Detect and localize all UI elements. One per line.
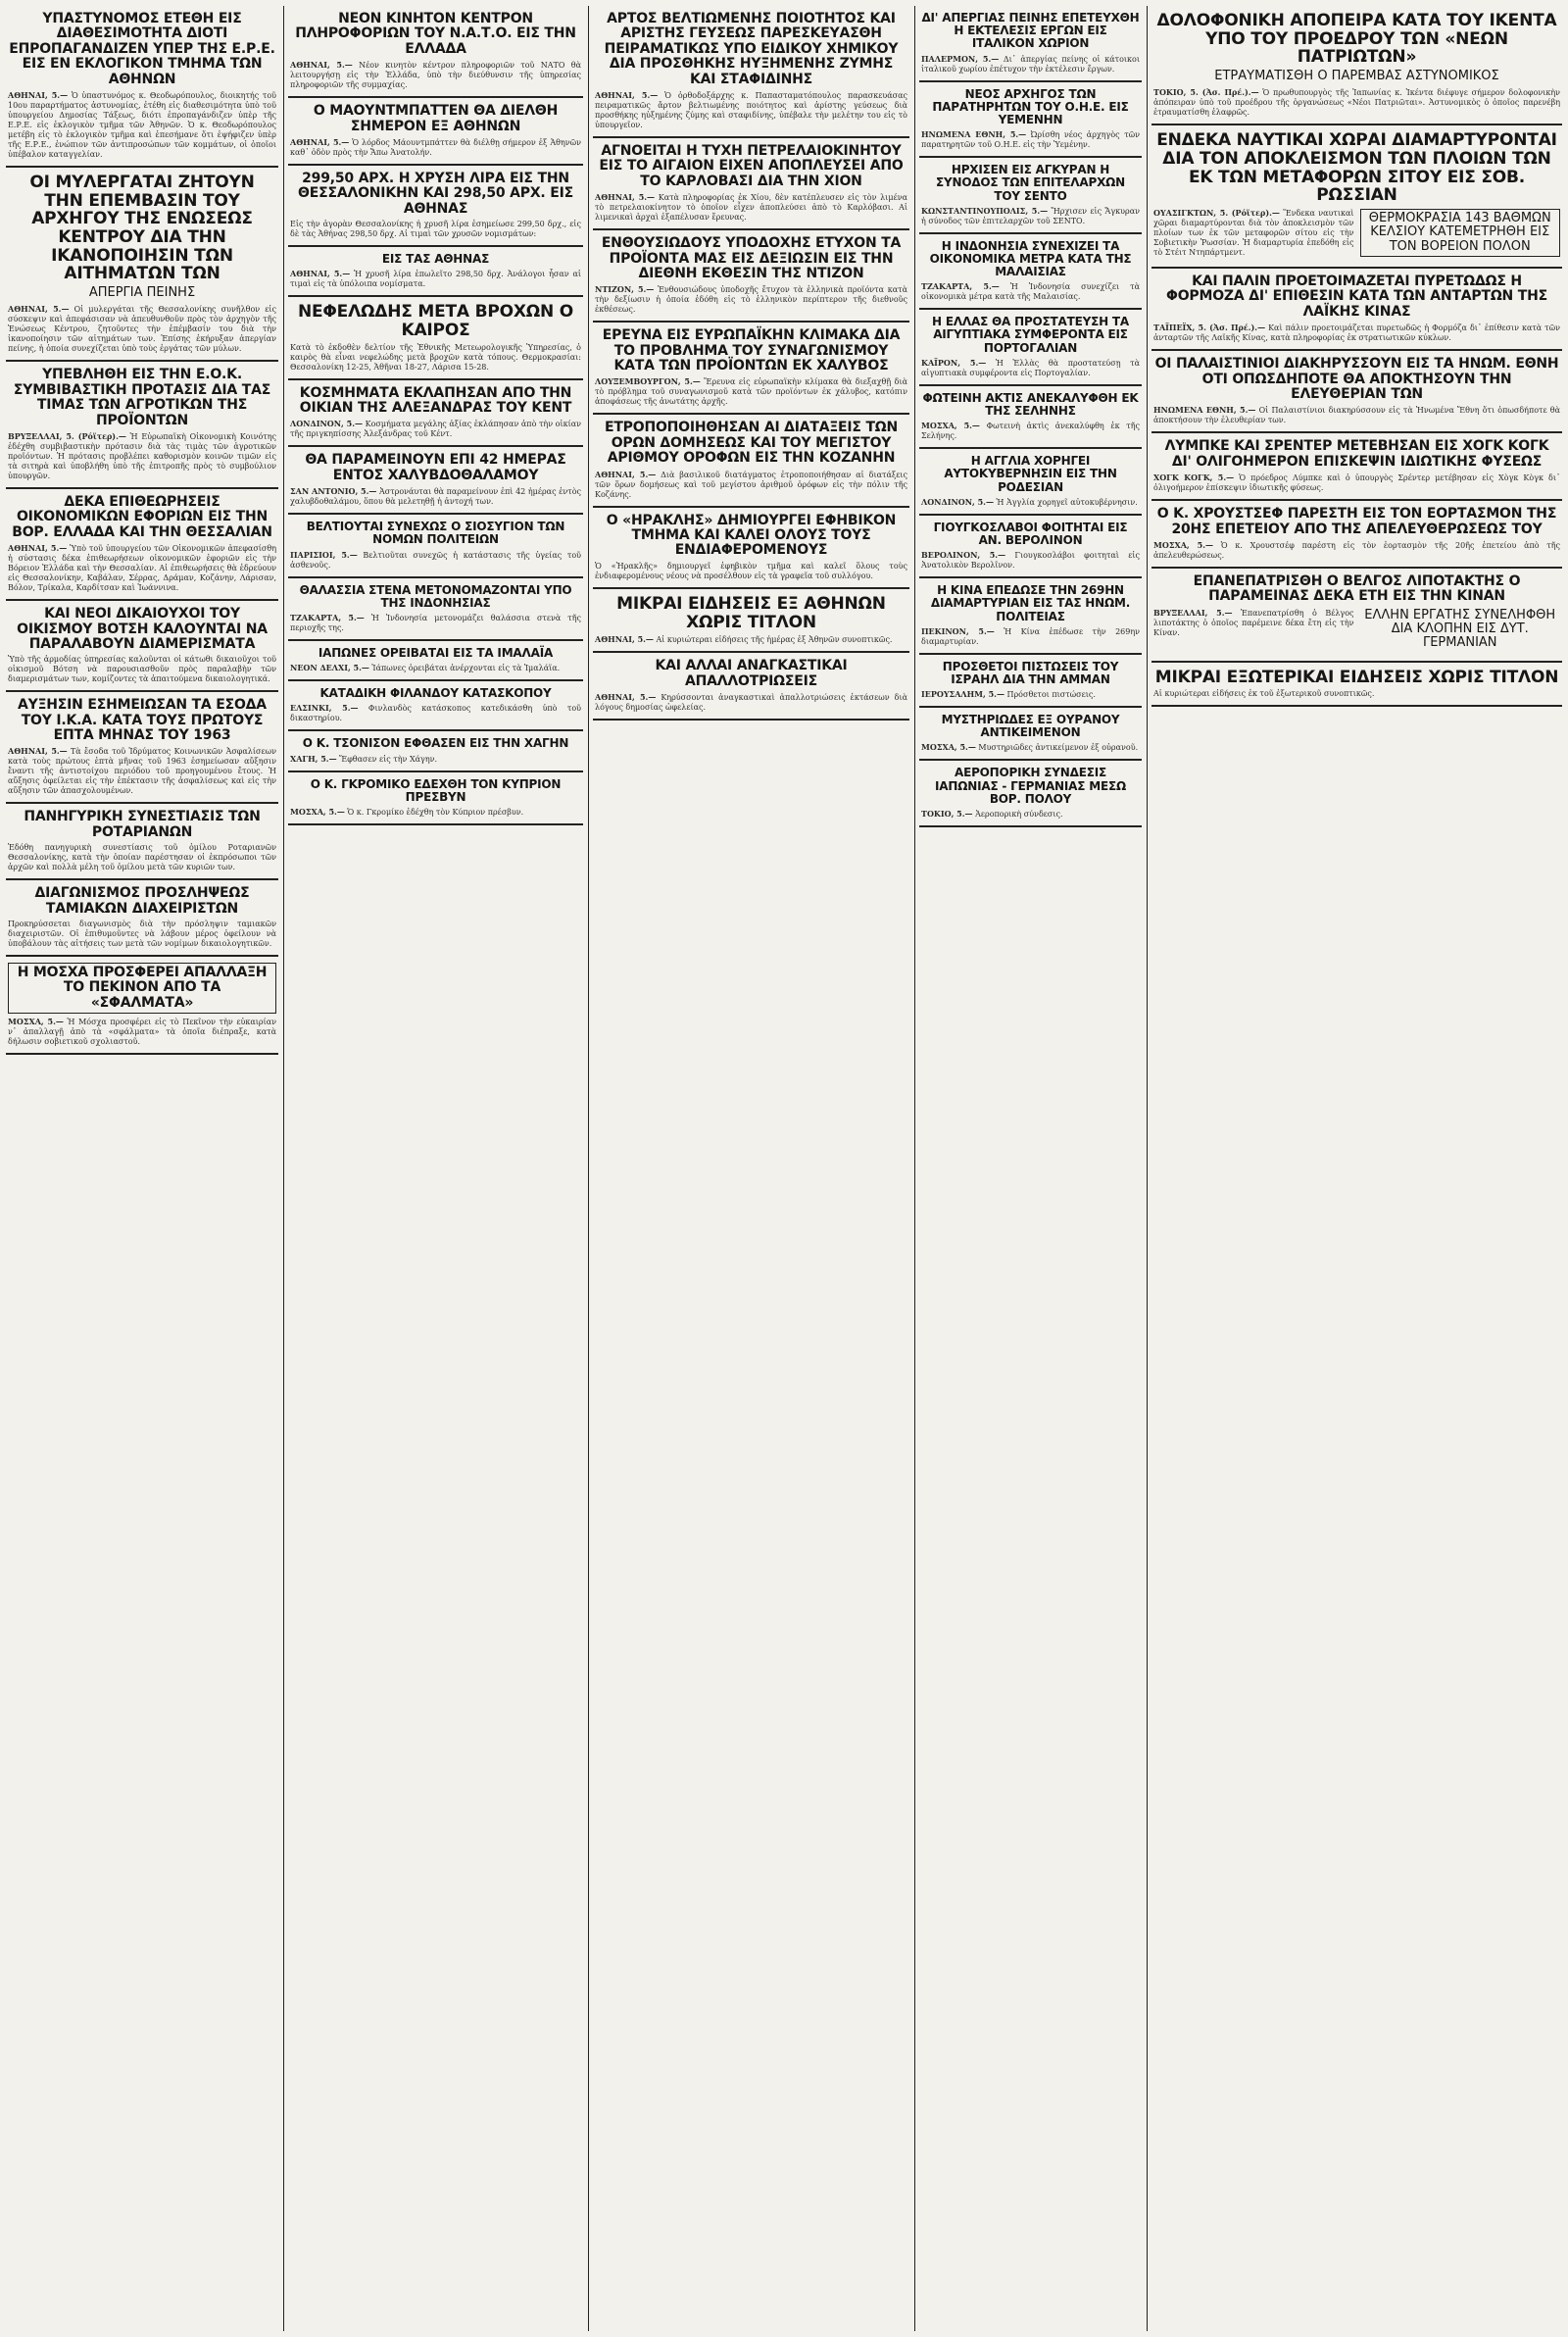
article-body — [921, 358, 1140, 378]
body-text: Εἰς τὴν ἀγορὰν Θεσσαλονίκης ἡ χρυσῆ λίρα ἐσημείωσε 299,50 δρχ., εἰς δὲ τὰς Ἀθήνας 298,50 δρχ. Αἱ τιμαὶ τῶν χρυσῶν νομισμάτων: — [290, 220, 581, 239]
headline: Ο Κ. ΓΚΡΟΜΙΚΟ ΕΔΕΧΘΗ ΤΟΝ ΚΥΠΡΙΟΝ ΠΡΕΣΒΥΝ — [310, 776, 562, 804]
article-body — [290, 137, 581, 158]
body-text: Βελτιοῦται συνεχῶς ἡ κατάστασις τῆς ὑγείας τοῦ ἀσθενοῦς. — [290, 550, 581, 570]
body-text: Φινλανδὸς κατάσκοπος κατεδικάσθη ὑπὸ τοῦ δικαστηρίου. — [290, 704, 582, 723]
article-naval-protest — [1152, 125, 1562, 269]
headline: ΜΙΚΡΑΙ ΕΙΔΗΣΕΙΣ ΕΞ ΑΘΗΝΩΝ ΧΩΡΙΣ ΤΙΤΛΟΝ — [616, 593, 886, 632]
headline: Η ΚΙΝΑ ΕΠΕΔΩΣΕ ΤΗΝ 269ΗΝ ΔΙΑΜΑΡΤΥΡΙΑΝ ΕΙΣ ΤΑΣ ΗΝΩΜ. ΠΟΛΙΤΕΙΑΣ — [930, 583, 1131, 623]
article-formosa — [1152, 269, 1562, 351]
article-nato-center — [288, 6, 583, 98]
article-body — [8, 920, 276, 949]
article-police-suspension — [6, 6, 278, 168]
article-body — [8, 543, 276, 593]
dateline: ΣΑΝ ΑΝΤΟΝΙΟ, 5.— — [290, 486, 377, 497]
article-botsi-settlement — [6, 601, 278, 692]
column-rule — [283, 6, 284, 2331]
dateline: ΑΘΗΝΑΙ, 5.— — [290, 60, 353, 71]
body-text: Ἐδόθη πανηγυρικὴ συνεστίασις τοῦ ὁμίλου Ροταριανῶν Θεσσαλονίκης, κατὰ τὴν ὁποίαν παρέστησαν οἱ ἐκπρόσωποι τῶν ἀρχῶν καὶ πολλὰ μέλη τοῦ ὁμίλου μετὰ τῶν κυριῶν των. — [8, 843, 276, 872]
headline: ΜΥΣΤΗΡΙΩΔΕΣ ΕΞ ΟΥΡΑΝΟΥ ΑΝΤΙΚΕΙΜΕΝΟΝ — [941, 713, 1120, 740]
body-text: Αἱ κυριώτεραι εἰδήσεις τῆς ἡμέρας ἐξ Ἀθηνῶν συνοπτικῶς. — [656, 635, 893, 645]
body-text: Κοσμήματα μεγάλης ἀξίας ἐκλάπησαν ἀπὸ τὴν οἰκίαν τῆς πριγκηπίσσης Ἀλεξάνδρας τοῦ Κέντ. — [290, 420, 582, 439]
headline: ΚΑΤΑΔΙΚΗ ΦΙΛΑΝΔΟΥ ΚΑΤΑΣΚΟΠΟΥ — [319, 686, 552, 701]
dateline: ΒΡΥΞΕΛΛΑΙ, 5. (Ρόϊτερ).— — [8, 430, 126, 441]
body-text: Ἔφθασεν εἰς τὴν Χάγην. — [339, 754, 438, 764]
article-body — [290, 343, 581, 373]
article-body — [290, 550, 581, 571]
headline: ΕΡΕΥΝΑ ΕΙΣ ΕΥΡΩΠΑΪΚΗΝ ΚΛΙΜΑΚΑ ΔΙΑ ΤΟ ΠΡΟΒΛΗΜΑ ΤΟΥ ΣΥΝΑΓΩΝΙΣΜΟΥ ΚΑΤΑ ΤΩΝ ΠΡΟΪΟΝΤΩΝ ΕΚ ΧΑΛΥΒΟΣ — [602, 327, 901, 374]
dateline: ΠΕΚΙΝΟΝ, 5.— — [921, 625, 995, 636]
headline: ΝΕΟΣ ΑΡΧΗΓΟΣ ΤΩΝ ΠΑΡΑΤΗΡΗΤΩΝ ΤΟΥ Ο.Η.Ε. ΕΙΣ ΥΕΜΕΝΗΝ — [932, 86, 1129, 126]
headline: ΟΙ ΜΥΛΕΡΓΑΤΑΙ ΖΗΤΟΥΝ ΤΗΝ ΕΠΕΜΒΑΣΙΝ ΤΟΥ ΑΡΧΗΓΟΥ ΤΗΣ ΕΝΩΣΕΩΣ ΚΕΝΤΡΟΥ ΔΙΑ ΤΗΝ ΙΚΑΝΟΠΟΙΗΣΙΝ ΤΩΝ ΑΙΤΗΜΑΤΩΝ ΤΩΝ — [29, 172, 255, 284]
article-body — [1153, 405, 1560, 425]
article-moon-ray — [919, 386, 1142, 449]
article-body — [595, 692, 907, 713]
body-text: Καὶ πάλιν προετοιμάζεται πυρετωδῶς ἡ Φορμόζα δι᾽ ἐπίθεσιν κατὰ τῶν ἀνταρτῶν τῆς Λαϊκῆς Κίνας, κατὰ πληροφορίας ἐκ στρατιωτικῶν κύκλων. — [1153, 323, 1560, 343]
body-text: Ἡ Ἰνδονησία μετονομάζει θαλάσσια στενὰ τῆς περιοχῆς της. — [290, 614, 582, 632]
dateline: ΑΘΗΝΑΙ, 5.— — [290, 136, 350, 147]
article-luebke-hongkong — [1152, 433, 1562, 501]
article-body — [1153, 540, 1560, 561]
body-text: Κατὰ πληροφορίας ἐκ Χίου, δὲν κατέπλευσεν εἰς τὸν λιμένα τὸ πετρελαιοκίνητον τὸ ὁποῖον εἶχεν ἀποπλεύσει ἀπὸ τὸ Καρλόβασι. Αἱ λιμενικαὶ ἀρχαὶ ἐξαπέλυσαν ἔρευνας. — [595, 193, 907, 223]
body-text: Ἀεροπορικὴ σύνδεσις. — [975, 810, 1063, 819]
article-body — [595, 284, 907, 315]
dateline: ΚΩΝΣΤΑΝΤΙΝΟΥΠΟΛΙΣ, 5.— — [921, 205, 1049, 216]
headline: ΑΡΤΟΣ ΒΕΛΤΙΩΜΕΝΗΣ ΠΟΙΟΤΗΤΟΣ ΚΑΙ ΑΡΙΣΤΗΣ ΓΕΥΣΕΩΣ ΠΑΡΕΣΚΕΥΑΣΘΗ ΠΕΙΡΑΜΑΤΙΚΩΣ ΥΠΟ ΕΙΔΙΚΟΥ ΧΗΜΙΚΟΥ ΔΙΑ ΠΡΟΣΘΗΚΗΣ ΗΥΞΗΜΕΝΗΣ ΖΥΜΗΣ ΚΑΙ ΣΤΑΦΙΔΙΝΗΣ — [604, 11, 899, 87]
article-sky-object — [919, 708, 1142, 761]
article-steel-competition — [593, 323, 909, 415]
article-iraklis-youth — [593, 508, 909, 589]
body-text: Ἡ Κίνα ἐπέδωσε τὴν 269ην διαμαρτυρίαν. — [921, 626, 1140, 646]
body-text: Κατὰ τὸ ἐκδοθὲν δελτίον τῆς Ἐθνικῆς Μετεωρολογικῆς Ὑπηρεσίας, ὁ καιρὸς θὰ εἶναι νεφελώδης μετὰ βροχῶν κατὰ τόπους. Θερμοκρασίαι: Θεσσαλονίκη 12-25, Ἀθῆναι 18-27, Λάρισα 15-28. — [290, 342, 581, 372]
article-japanese-climbers — [288, 641, 583, 681]
dateline: ΙΕΡΟΥΣΑΛΗΜ, 5.— — [921, 689, 1004, 700]
body-text: Οἱ Παλαιστίνιοι διακηρύσσουν εἰς τὰ Ἡνωμένα Ἔθνη ὅτι ὁπωσδήποτε θὰ ἀποκτήσουν τὴν ἐλευθερίαν των. — [1153, 406, 1561, 425]
body-text: Ἡ Ἀγγλία χορηγεῖ αὐτοκυβέρνησιν. — [996, 497, 1138, 507]
body-text: Τὰ ἔσοδα τοῦ Ἱδρύματος Κοινωνικῶν Ἀσφαλίσεων κατὰ τοὺς πρώτους ἑπτὰ μῆνας τοῦ 1963 ἐσημείωσαν αὔξησιν ἔναντι τῆς ἀντιστοίχου περιόδου τοῦ προηγουμένου ἔτους. Ἡ αὔξησις ὀφείλεται εἰς τὴν ἐπέκτασιν τῆς ἀσφαλίσεως καὶ εἰς τὴν αὔξησιν τῶν ἀπασχολουμένων. — [8, 747, 277, 796]
dateline: ΕΛΣΙΝΚΙ, 5.— — [290, 703, 359, 714]
dateline: ΑΘΗΝΑΙ, 5.— — [595, 89, 659, 100]
body-text: Ἕνδεκα ναυτικαὶ χῶραι διαμαρτύρονται διὰ τὸν ἀποκλεισμὸν τῶν πλοίων των ἐκ τῶν μεταφορῶν σίτου εἰς τὴν Σοβιετικὴν Ῥωσσίαν. Ἡ διαμαρτυρία ἐπεδόθη εἰς τὸ Στέιτ Ντηπάρτμεντ. — [1153, 209, 1354, 258]
headline: ΜΙΚΡΑΙ ΕΞΩΤΕΡΙΚΑΙ ΕΙΔΗΣΕΙΣ ΧΩΡΙΣ ΤΙΤΛΟΝ — [1154, 667, 1559, 687]
body-text: Ὁ πρωθυπουργὸς τῆς Ἰαπωνίας κ. Ἰκέντα διέφυγε σήμερον δολοφονικὴν ἀπόπειραν ὑπὸ τοῦ προέδρου τῆς ὀργανώσεως «Νέοι Πατριῶται». Ἀστυνομικὸς ὁ ὁποῖος παρενέβη ἐτραυματίσθη ἐλαφρῶς. — [1153, 88, 1560, 118]
body-text: Ὁ πρόεδρος Λύμπκε καὶ ὁ ὑπουργὸς Σρέντερ μετέβησαν εἰς Χὸγκ Κὸγκ δι᾽ ὀλιγοήμερον ἐπίσκεψιν ἰδιωτικῆς φύσεως. — [1153, 473, 1561, 493]
body-text: Ἐνθουσιώδους ὑποδοχῆς ἔτυχον τὰ ἑλληνικὰ προϊόντα κατὰ τὴν δεξίωσιν ἡ ὁποία ἐδόθη εἰς τὸ ἑλληνικὸν περίπτερον τῆς διεθνοῦς ἐκθέσεως. — [595, 285, 907, 315]
article-athens-briefs — [593, 589, 909, 653]
article-body — [595, 562, 907, 581]
article-body — [8, 746, 276, 796]
dateline: ΧΟΓΚ ΚΟΓΚ, 5.— — [1153, 472, 1235, 483]
dateline: ΤΖΑΚΑΡΤΑ, 5.— — [921, 281, 1000, 292]
headline: ΒΕΛΤΙΟΥΤΑΙ ΣΥΝΕΧΩΣ Ο ΣΙΟΣΥΓΙΟΝ ΤΩΝ ΝΟΜΩΝ ΠΟΛΙΤΕΙΩΝ — [306, 520, 565, 547]
article-italian-village — [919, 6, 1142, 82]
article-body — [290, 269, 581, 289]
article-rhodesia — [919, 449, 1142, 516]
dateline: ΑΘΗΝΑΙ, 5.— — [8, 89, 69, 100]
headline: ΚΟΣΜΗΜΑΤΑ ΕΚΛΑΠΗΣΑΝ ΑΠΟ ΤΗΝ ΟΙΚΙΑΝ ΤΗΣ ΑΛΕΞΑΝΔΡΑΣ ΤΟΥ ΚΕΝΤ — [299, 384, 572, 417]
article-japan-germany-flight — [919, 761, 1142, 827]
body-text: Προκηρύσσεται διαγωνισμὸς διὰ τὴν πρόσληψιν ταμιακῶν διαχειριστῶν. Οἱ ἐπιθυμοῦντες νὰ λάβουν μέρος ὀφείλουν νὰ ὑποβάλουν τὰς αἰτήσεις των μετὰ τῶν νομίμων δικαιολογητικῶν. — [8, 920, 276, 949]
headline: ΕΝΘΟΥΣΙΩΔΟΥΣ ΥΠΟΔΟΧΗΣ ΕΤΥΧΟΝ ΤΑ ΠΡΟΪΟΝΤΑ ΜΑΣ ΕΙΣ ΔΕΞΙΩΣΙΝ ΕΙΣ ΤΗΝ ΔΙΕΘΝΗ ΕΚΘΕΣΙΝ ΤΗΣ ΝΤΙΖΟΝ — [601, 235, 902, 281]
article-body — [8, 1017, 276, 1047]
headline: ΑΓΝΟΕΙΤΑΙ Η ΤΥΧΗ ΠΕΤΡΕΛΑΙΟΚΙΝΗΤΟΥ ΕΙΣ ΤΟ ΑΙΓΑΙΟΝ ΕΙΧΕΝ ΑΠΟΠΛΕΥΣΕΙ ΑΠΟ ΤΟ ΚΑΡΛΟΒΑΣΙ ΔΙΑ ΤΗΝ ΧΙΟΝ — [599, 142, 904, 189]
dateline: ΤΟΚΙΟ, 5. (Ἀσ. Πρέ.).— — [1153, 87, 1259, 98]
article-body — [921, 550, 1140, 571]
article-body — [921, 497, 1140, 508]
headline: Η ΜΟΣΧΑ ΠΡΟΣΦΕΡΕΙ ΑΠΑΛΛΑΞΗ ΤΟ ΠΕΚΙΝΟΝ ΑΠΟ ΤΑ «ΣΦΑΛΜΑΤΑ» — [8, 963, 276, 1014]
article-gromyko — [288, 772, 583, 825]
article-missing-vessel — [593, 138, 909, 230]
body-text: Αἱ κυριώτεραι εἰδήσεις ἐκ τοῦ ἐξωτερικοῦ συνοπτικῶς. — [1153, 689, 1375, 699]
article-health-improves — [288, 515, 583, 577]
article-split — [1153, 608, 1560, 655]
article-body — [290, 807, 581, 818]
article-ikeda-attempt — [1152, 6, 1562, 125]
body-text: Ἡ Εὐρωπαϊκὴ Οἰκονομικὴ Κοινότης ἐδέχθη συμβιβαστικὴν πρότασιν διὰ τὰς τιμὰς τῶν ἀγροτικῶν προϊόντων. Ἡ πρότασις προβλέπει καθορισμὸν κοινῶν τιμῶν εἰς τὰ σιτηρὰ καὶ ὑποβλήθη ὑπὸ τῆς ἐπιτροπῆς πρὸς τὸ συμβούλιον ὑπουργῶν. — [8, 431, 277, 480]
dateline: ΧΑΓΗ, 5.— — [290, 753, 337, 764]
article-hague-arrival — [288, 731, 583, 771]
article-israel-credits — [919, 655, 1142, 708]
article-eec-proposal — [6, 362, 278, 489]
headline: ΝΕΟΝ ΚΙΝΗΤΟΝ ΚΕΝΤΡΟΝ ΠΛΗΡΟΦΟΡΙΩΝ ΤΟΥ Ν.Α.Τ.Ο. ΕΙΣ ΤΗΝ ΕΛΛΑΔΑ — [295, 11, 576, 57]
headline: ΕΠΑΝΕΠΑΤΡΙΣΘΗ Ο ΒΕΛΓΟΣ ΛΙΠΟΤΑΚΤΗΣ Ο ΠΑΡΑΜΕΙΝΑΣ ΔΕΚΑ ΕΤΗ ΕΙΣ ΤΗΝ ΚΙΝΑΝ — [1193, 572, 1521, 605]
article-mountbatten — [288, 98, 583, 166]
body-text: Ὑπὸ τοῦ ὑπουργείου τῶν Οἰκονομικῶν ἀπεφασίσθη ἡ σύστασις δέκα ἐπιθεωρήσεων οἰκονομικῶν ἐφοριῶν εἰς τὴν Βόρειον Ἑλλάδα καὶ τὴν Θεσσαλίαν. Αἱ ἐπιθεωρήσεις θὰ ἑδρεύουν εἰς Θεσσαλονίκην, Καβάλαν, Σέρρας, Δράμαν, Κοζάνην, Λάρισαν, Βόλον, Τρίκαλα, Καρδίτσαν καὶ Ἰωάννινα. — [8, 544, 277, 593]
article-greece-egypt — [919, 310, 1142, 386]
headline: ΑΥΞΗΣΙΝ ΕΣΗΜΕΙΩΣΑΝ ΤΑ ΕΣΟΔΑ ΤΟΥ Ι.Κ.Α. ΚΑΤΑ ΤΟΥΣ ΠΡΩΤΟΥΣ ΕΠΤΑ ΜΗΝΑΣ ΤΟΥ 1963 — [18, 697, 267, 744]
article-body — [595, 376, 907, 407]
headline: ΛΥΜΠΚΕ ΚΑΙ ΣΡΕΝΤΕΡ ΜΕΤΕΒΗΣΑΝ ΕΙΣ ΧΟΓΚ ΚΟΓΚ ΔΙ' ΟΛΙΓΟΗΜΕΡΟΝ ΕΠΙΣΚΕΨΙΝ ΙΔΙΩΤΙΚΗΣ ΦΥΣΕΩΣ — [1164, 438, 1549, 470]
article-dijon-fair — [593, 230, 909, 323]
article-finnish-spy — [288, 681, 583, 731]
body-text: Ἐπανεπατρίσθη ὁ Βέλγος λιποτάκτης ὁ ὁποῖος παρέμεινε δέκα ἔτη εἰς τὴν Κίναν. — [1153, 608, 1354, 637]
dateline: ΜΟΣΧΑ, 5.— — [921, 742, 976, 753]
headline: ΚΑΙ ΝΕΟΙ ΔΙΚΑΙΟΥΧΟΙ ΤΟΥ ΟΙΚΙΣΜΟΥ ΒΟΤΣΗ ΚΑΛΟΥΝΤΑΙ ΝΑ ΠΑΡΑΛΑΒΟΥΝ ΔΙΑΜΕΡΙΣΜΑΤΑ — [17, 606, 268, 652]
subheadline: ΕΤΡΑΥΜΑΤΙΣΘΗ Ο ΠΑΡΕΜΒΑΣ ΑΣΤΥΝΟΜΙΚΟΣ — [1214, 69, 1499, 84]
body-text: Ὁ λόρδος Μάουντμπάττεν θὰ διέλθῃ σήμερον ἐξ Ἀθηνῶν καθ᾽ ὁδὸν πρὸς τὴν Ἄπω Ἀνατολήν. — [290, 137, 581, 157]
article-un-observers — [919, 82, 1142, 159]
article-yugoslav-students — [919, 516, 1142, 578]
column-rule — [1147, 6, 1148, 2331]
dateline: ΠΑΡΙΣΙΟΙ, 5.— — [290, 549, 358, 560]
article-weather — [288, 297, 583, 379]
article-khrushchev — [1152, 501, 1562, 569]
body-text: Ἡ Ἰνδονησία συνεχίζει τὰ οἰκονομικὰ μέτρα κατὰ τῆς Μαλαισίας. — [921, 282, 1140, 302]
article-body — [921, 421, 1140, 441]
headline: 299,50 ΑΡΧ. Η ΧΡΥΣΗ ΛΙΡΑ ΕΙΣ ΤΗΝ ΘΕΣΣΑΛΟΝΙΚΗΝ ΚΑΙ 298,50 ΑΡΧ. ΕΙΣ ΑΘΗΝΑΣ — [298, 170, 573, 217]
article-body — [290, 703, 581, 723]
dateline: ΜΟΣΧΑ, 5.— — [8, 1017, 64, 1027]
subheadline: ΘΕΡΜΟΚΡΑΣΙΑ 143 ΒΑΘΜΩΝ ΚΕΛΣΙΟΥ ΚΑΤΕΜΕΤΡΗΘΗ ΕΙΣ ΤΟΝ ΒΟΡΕΙΟΝ ΠΟΛΟΝ — [1360, 209, 1561, 257]
headline: ΘΑ ΠΑΡΑΜΕΙΝΟΥΝ ΕΠΙ 42 ΗΜΕΡΑΣ ΕΝΤΟΣ ΧΑΛΥΒΔΟΘΑΛΑΜΟΥ — [305, 452, 566, 483]
article-gold-sovereign — [288, 166, 583, 247]
dateline: ΗΝΩΜΕΝΑ ΕΘΝΗ, 5.— — [1153, 405, 1256, 416]
body-text: Ὁ κ. Χρουστσέφ παρέστη εἰς τὸν ἑορτασμὸν τῆς 20ῆς ἐπετείου ἀπὸ τῆς ἀπελευθερώσεως. — [1153, 540, 1560, 560]
dateline: ΑΘΗΝΑΙ, 5.— — [8, 746, 68, 757]
headline: Ο «ΗΡΑΚΛΗΣ» ΔΗΜΙΟΥΡΓΕΙ ΕΦΗΒΙΚΟΝ ΤΜΗΜΑ ΚΑΙ ΚΑΛΕΙ ΟΛΟΥΣ ΤΟΥΣ ΕΝΔΙΑΦΕΡΟΜΕΝΟΥΣ — [606, 512, 897, 559]
headline: ΕΤΡΟΠΟΠΟΙΗΘΗΣΑΝ ΑΙ ΔΙΑΤΑΞΕΙΣ ΤΩΝ ΟΡΩΝ ΔΟΜΗΣΕΩΣ ΚΑΙ ΤΟΥ ΜΕΓΙΣΤΟΥ ΑΡΙΘΜΟΥ ΟΡΟΦΩΝ ΕΙΣ ΤΗΝ ΚΟΖΑΝΗΝ — [604, 420, 899, 467]
body-text: Διὰ βασιλικοῦ διατάγματος ἐτροποποιήθησαν αἱ διατάξεις τῶν ὅρων δομήσεως καὶ τοῦ μεγίστου ἀριθμοῦ ὀρόφων εἰς τὴν πόλιν τῆς Κοζάνης. — [595, 470, 908, 499]
dateline: ΚΑΪΡΟΝ, 5.— — [921, 357, 987, 368]
dateline: ΠΑΛΕΡΜΟΝ, 5.— — [921, 53, 1000, 64]
article-body — [921, 54, 1140, 75]
article-body — [1153, 208, 1354, 258]
headline: ΚΑΙ ΠΑΛΙΝ ΠΡΟΕΤΟΙΜΑΖΕΤΑΙ ΠΥΡΕΤΩΔΩΣ Η ΦΟΡΜΟΖΑ ΔΙ' ΕΠΙΘΕΣΙΝ ΚΑΤΑ ΤΩΝ ΑΝΤΑΡΤΩΝ ΤΗΣ ΛΑΪΚΗΣ ΚΙΝΑΣ — [1166, 273, 1547, 320]
headline: ΠΑΝΗΓΥΡΙΚΗ ΣΥΝΕΣΤΙΑΣΙΣ ΤΩΝ ΡΟΤΑΡΙΑΝΩΝ — [24, 809, 261, 840]
dateline: ΛΟΝΔΙΝΟΝ, 5.— — [921, 496, 994, 507]
article-body — [1153, 87, 1560, 118]
article-body — [290, 613, 581, 633]
headline: Ο ΜΑΟΥΝΤΜΠΑΤΤΕΝ ΘΑ ΔΙΕΛΘΗ ΣΗΜΕΡΟΝ ΕΞ ΑΘΗΝΩΝ — [313, 103, 559, 134]
article-body — [8, 655, 276, 684]
body-text: Ὑπὸ τῆς ἁρμοδίας ὑπηρεσίας καλοῦνται οἱ κάτωθι δικαιοῦχοι τοῦ οἰκισμοῦ Βότση νὰ παρουσιασθοῦν πρὸς παραλαβὴν τῶν διαμερισμάτων των, κομίζοντες τὰ ἀπαιτούμενα δικαιολογητικά. — [8, 655, 276, 684]
body-text: Ὁ «Ἡρακλῆς» δημιουργεῖ ἐφηβικὸν τμῆμα καὶ καλεῖ ὅλους τοὺς ἐνδιαφερομένους νέους νὰ προσέλθουν εἰς τὰ γραφεῖα τοῦ συλλόγου. — [595, 561, 907, 580]
headline: Η ΕΛΛΑΣ ΘΑ ΠΡΟΣΤΑΤΕΥΣΗ ΤΑ ΑΙΓΥΠΤΙΑΚΑ ΣΥΜΦΕΡΟΝΤΑ ΕΙΣ ΠΟΡΤΟΓΑΛΙΑΝ — [932, 315, 1129, 355]
article-body — [8, 90, 276, 160]
body-text: Ἰάπωνες ὀρειβάται ἀνέρχονται εἰς τὰ Ἱμαλάϊα. — [371, 664, 561, 673]
article-palestinians — [1152, 351, 1562, 433]
column-2 — [288, 6, 583, 2331]
article-rotary-dinner — [6, 804, 278, 880]
column-1 — [6, 6, 278, 2331]
article-body — [1153, 323, 1560, 343]
article-body — [921, 206, 1140, 226]
article-body — [1153, 689, 1560, 699]
column-4 — [919, 6, 1142, 2331]
dateline: ΛΟΥΞΕΜΒΟΥΡΓΟΝ, 5.— — [595, 376, 701, 387]
headline: ΔΙ' ΑΠΕΡΓΙΑΣ ΠΕΙΝΗΣ ΕΠΕΤΕΥΧΘΗ Η ΕΚΤΕΛΕΣΙΣ ΕΡΓΩΝ ΕΙΣ ΙΤΑΛΙΚΟΝ ΧΩΡΙΟΝ — [921, 11, 1140, 51]
article-ika-revenue — [6, 692, 278, 804]
dateline: ΑΘΗΝΑΙ, 5.— — [595, 192, 656, 203]
article-body — [595, 470, 907, 500]
article-body — [921, 626, 1140, 647]
dateline: ΒΕΡΟΛΙΝΟΝ, 5.— — [921, 550, 1006, 561]
headline: ΕΝΔΕΚΑ ΝΑΥΤΙΚΑΙ ΧΩΡΑΙ ΔΙΑΜΑΡΤΥΡΟΝΤΑΙ ΔΙΑ ΤΟΝ ΑΠΟΚΛΕΙΣΜΟΝ ΤΩΝ ΠΛΟΙΩΝ ΤΩΝ ΕΚ ΤΩΝ ΜΕΤΑΦΟΡΩΝ ΣΙΤΟΥ ΕΙΣ ΣΟΒ. ΡΩΣΣΙΑΝ — [1156, 130, 1557, 206]
body-text: Οἱ μυλεργάται τῆς Θεσσαλονίκης συνῆλθον εἰς σύσκεψιν καὶ ἀπεφάσισαν νὰ ἀπευθυνθοῦν πρὸς τὸν ἀρχηγὸν τῆς Ἑνώσεως Κέντρου, ζητοῦντες τὴν ἐπέμβασίν του διὰ τὴν ἱκανοποίησιν τῶν αἰτημάτων των. Ἐπίσης ἐκήρυξαν ἀπεργίαν πείνης, ἡ ὁποία συνεχίζεται ὑπὸ τοὺς ἐργάτας τῶν μύλων. — [8, 305, 277, 354]
dateline: ΤΑΪΠΕΪΧ, 5. (Ἀσ. Πρέ.).— — [1153, 323, 1266, 333]
body-text: Ἔρευνα εἰς εὐρωπαϊκὴν κλίμακα θὰ διεξαχθῇ διὰ τὸ πρόβλημα τοῦ συναγωνισμοῦ κατὰ τῶν προϊόντων ἐκ χάλυβος, κατόπιν ἀποφάσεως τῆς ἀνωτάτης ἀρχῆς. — [595, 377, 907, 407]
article-body — [921, 742, 1140, 753]
article-jewels-stolen — [288, 380, 583, 448]
article-belgian-deserter — [1152, 569, 1562, 663]
body-text: Πρόσθετοι πιστώσεις. — [1006, 690, 1096, 700]
headline: ΚΑΙ ΑΛΛΑΙ ΑΝΑΓΚΑΣΤΙΚΑΙ ΑΠΑΛΛΟΤΡΙΩΣΕΙΣ — [655, 658, 848, 689]
headline: Ο Κ. ΧΡΟΥΣΤΣΕΦ ΠΑΡΕΣΤΗ ΕΙΣ ΤΟΝ ΕΟΡΤΑΣΜΟΝ ΤΗΣ 20ΗΣ ΕΠΕΤΕΙΟΥ ΑΠΟ ΤΗΣ ΑΠΕΛΕΥΘΕΡΩΣΕΩΣ ΤΟΥ — [1156, 506, 1557, 537]
headline: Η ΙΝΔΟΝΗΣΙΑ ΣΥΝΕΧΙΖΕΙ ΤΑ ΟΙΚΟΝΟΜΙΚΑ ΜΕΤΡΑ ΚΑΤΑ ΤΗΣ ΜΑΛΑΙΣΙΑΣ — [929, 238, 1132, 279]
dateline: ΝΤΙΖΟΝ, 5.— — [595, 284, 655, 295]
article-tax-inspections — [6, 489, 278, 601]
dateline: ΑΘΗΝΑΙ, 5.— — [595, 691, 657, 702]
article-kozani-building — [593, 415, 909, 507]
body-text: Ἀστρονάυται θὰ παραμείνουν ἐπὶ 42 ἡμέρας ἐντὸς χαλυβδοθαλάμου, ὅπου θὰ μελετηθῇ ἡ ἀντοχή των. — [290, 487, 582, 507]
article-body — [290, 60, 581, 90]
dateline: ΑΘΗΝΑΙ, 5.— — [290, 269, 351, 279]
dateline: ΑΘΗΝΑΙ, 5.— — [8, 543, 68, 554]
headline: ΠΡΟΣΘΕΤΟΙ ΠΙΣΤΩΣΕΙΣ ΤΟΥ ΙΣΡΑΗΛ ΔΙΑ ΤΗΝ ΑΜΜΑΝ — [942, 659, 1119, 686]
dateline: ΛΟΝΔΙΝΟΝ, 5.— — [290, 419, 364, 429]
article-body — [595, 192, 907, 223]
subheadline: ΑΠΕΡΓΙΑ ΠΕΙΝΗΣ — [88, 285, 196, 301]
dateline: ΗΝΩΜΕΝΑ ΕΘΝΗ, 5.— — [921, 129, 1027, 140]
dateline: ΤΟΚΙΟ, 5.— — [921, 809, 973, 819]
body-text: Ὠρίσθη νέος ἀρχηγὸς τῶν παρατηρητῶν τοῦ Ο.Η.Ε. εἰς τὴν Ὑεμένην. — [921, 130, 1141, 150]
body-text: Νέον κινητὸν κέντρον πληροφοριῶν τοῦ ΝΑΤΟ θὰ λειτουργήσῃ εἰς τὴν Ἑλλάδα, ὑπὸ τὴν διεύθυνσιν τῆς ὑπηρεσίας πληροφοριῶν τῆς συμμαχίας. — [290, 61, 582, 90]
article-body — [290, 486, 581, 507]
article-mill-workers — [6, 168, 278, 362]
article-foreign-briefs — [1152, 663, 1562, 708]
article-split — [1153, 208, 1560, 261]
body-text: Ἡ Μόσχα προσφέρει εἰς τὸ Πεκῖνον τὴν εὐκαιρίαν ν᾽ ἀπαλλαγῇ ἀπὸ τὰ «σφάλματα» τὰ ὁποῖα διέπραξε, κατὰ δήλωσιν σοβιετικοῦ σχολιαστοῦ. — [8, 1018, 276, 1047]
dateline: ΜΟΣΧΑ, 5.— — [290, 806, 345, 817]
headline: ΓΙΟΥΓΚΟΣΛΑΒΟΙ ΦΟΙΤΗΤΑΙ ΕΙΣ ΑΝ. ΒΕΡΟΛΙΝΟΝ — [933, 520, 1128, 547]
headline: ΦΩΤΕΙΝΗ ΑΚΤΙΣ ΑΝΕΚΑΛΥΦΘΗ ΕΚ ΤΗΣ ΣΕΛΗΝΗΣ — [922, 390, 1139, 418]
article-body — [921, 129, 1140, 150]
article-body — [8, 431, 276, 481]
dateline: ΑΘΗΝΑΙ, 5.— — [595, 634, 654, 645]
article-cento-ankara — [919, 158, 1142, 234]
headline: ΑΕΡΟΠΟΡΙΚΗ ΣΥΝΔΕΣΙΣ ΙΑΠΩΝΙΑΣ - ΓΕΡΜΑΝΙΑΣ ΜΕΣΩ ΒΟΡ. ΠΟΛΟΥ — [935, 766, 1126, 806]
article-body — [290, 419, 581, 439]
article-china-protest — [919, 578, 1142, 655]
article-expropriations — [593, 653, 909, 721]
article-athens-gold — [288, 247, 583, 297]
body-text: Μυστηριῶδες ἀντικείμενον ἐξ οὐρανοῦ. — [978, 743, 1139, 753]
article-body — [1153, 472, 1560, 493]
body-text: Ὁ ὀρθοδοξάρχης κ. Παπασταματόπουλος παρασκευάσας πειραματικῶς ἄρτον βελτιωμένης ποιότητος καὶ ἀρίστης γεύσεως διὰ προσθήκης ηὐξημένης ζύμης καὶ σταφιδίνης, ὑπέβαλε τὴν μελέτην του εἰς τὸ ὑπουργεῖον. — [595, 90, 907, 129]
headline: ΗΡΧΙΣΕΝ ΕΙΣ ΑΓΚΥΡΑΝ Η ΣΥΝΟΔΟΣ ΤΩΝ ΕΠΙΤΕΛΑΡΧΩΝ ΤΟΥ ΣΕΝΤΟ — [936, 163, 1125, 203]
article-body — [921, 281, 1140, 302]
body-text: Γιουγκοσλάβοι φοιτηταὶ εἰς Ἀνατολικὸν Βερολῖνον. — [921, 551, 1140, 571]
headline: ΟΙ ΠΑΛΑΙΣΤΙΝΙΟΙ ΔΙΑΚΗΡΥΣΣΟΥΝ ΕΙΣ ΤΑ ΗΝΩΜ. ΕΘΝΗ ΟΤΙ ΟΠΩΣΔΗΠΟΤΕ ΘΑ ΑΠΟΚΤΗΣΟΥΝ ΤΗΝ ΕΛΕΥΘΕΡΙΑΝ ΤΩΝ — [1154, 356, 1559, 402]
article-body — [8, 304, 276, 354]
headline: ΝΕΦΕΛΩΔΗΣ ΜΕΤΑ ΒΡΟΧΩΝ Ο ΚΑΙΡΟΣ — [297, 302, 574, 340]
article-moscow-peking — [6, 957, 278, 1055]
column-rule — [914, 6, 915, 2331]
article-body — [921, 689, 1140, 700]
headline: ΕΙΣ ΤΑΣ ΑΘΗΝΑΣ — [381, 252, 490, 267]
article-body — [290, 754, 581, 765]
article-body — [290, 663, 581, 673]
body-text: Ἡ Ἑλλὰς θὰ προστατεύσῃ τὰ αἰγυπτιακὰ συμφέροντα εἰς Πορτογαλίαν. — [921, 358, 1140, 377]
body-text: Δι᾽ ἀπεργίας πείνης οἱ κάτοικοι ἰταλικοῦ χωρίου ἐπέτυχον τὴν ἐκτέλεσιν ἔργων. — [921, 54, 1140, 74]
subheadline: ΕΛΛΗΝ ΕΡΓΑΤΗΣ ΣΥΝΕΛΗΦΘΗ ΔΙΑ ΚΛΟΠΗΝ ΕΙΣ ΔΥΤ. ΓΕΡΜΑΝΙΑΝ — [1364, 607, 1556, 651]
article-body — [595, 90, 907, 130]
headline: ΥΠΕΒΛΗΘΗ ΕΙΣ ΤΗΝ Ε.Ο.Κ. ΣΥΜΒΙΒΑΣΤΙΚΗ ΠΡΟΤΑΣΙΣ ΔΙΑ ΤΑΣ ΤΙΜΑΣ ΤΩΝ ΑΓΡΟΤΙΚΩΝ ΤΗΣ ΠΡΟΪΟΝΤΩΝ — [13, 367, 271, 428]
article-indonesia-malaysia — [919, 234, 1142, 311]
article-body — [921, 809, 1140, 820]
column-3 — [593, 6, 909, 2331]
dateline: ΑΘΗΝΑΙ, 5.— — [595, 469, 657, 479]
dateline: ΜΟΣΧΑ, 5.— — [921, 421, 980, 431]
dateline: ΑΘΗΝΑΙ, 5.— — [8, 304, 70, 315]
headline: ΙΑΠΩΝΕΣ ΟΡΕΙΒΑΤΑΙ ΕΙΣ ΤΑ ΙΜΑΛΑΪΑ — [318, 646, 554, 660]
article-cashier-contest — [6, 880, 278, 957]
body-text: Ὁ ὑπαστυνόμος κ. Θεοδωρόπουλος, διοικητής τοῦ 10ου παραρτήματος ἀστυνομίας, ἐτέθη εἰς διαθεσιμότητα ὑπὸ τοῦ ὑπουργείου Δημοσίας Τάξεως, διότι ἐπροπαγάνδιζεν ὑπὲρ τῆς Ε.Ρ.Ε. εἰς ἐκλογικὸν τμῆμα τῶν Ἀθηνῶν. Ὁ κ. Θεοδωρόπουλος μετέβη εἰς τὸ ἐκλογικὸν τμῆμα καὶ ἐπεσήμανε ὅτι ἐψήφιζεν ὑπὲρ τῆς Ε.Ρ.Ε., ἐνώπιον τῶν ἀντιπροσώπων τῶν κομμάτων, οἱ ὁποῖοι ὑπέβαλον καταγγελίαν. — [8, 90, 276, 159]
article-body — [595, 634, 907, 645]
dateline: ΜΟΣΧΑ, 5.— — [1153, 539, 1214, 550]
headline: ΘΑΛΑΣΣΙΑ ΣΤΕΝΑ ΜΕΤΟΝΟΜΑΖΟΝΤΑΙ ΥΠΟ ΤΗΣ ΙΝΔΟΝΗΣΙΑΣ — [299, 582, 572, 610]
article-body — [1153, 608, 1354, 638]
body-text: Ὁ κ. Γκρομίκο ἐδέχθη τὸν Κύπριον πρέσβυν. — [347, 807, 524, 817]
headline: ΔΕΚΑ ΕΠΙΘΕΩΡΗΣΕΙΣ ΟΙΚΟΝΟΜΙΚΩΝ ΕΦΟΡΙΩΝ ΕΙΣ ΤΗΝ ΒΟΡ. ΕΛΛΑΔΑ ΚΑΙ ΤΗΝ ΘΕΣΣΑΛΙΑΝ — [12, 493, 272, 540]
body-text: Κηρύσσονται ἀναγκαστικαὶ ἀπαλλοτριώσεις ἐκτάσεων διὰ λόγους δημοσίας ὠφελείας. — [595, 692, 907, 712]
dateline: ΒΡΥΞΕΛΛΑΙ, 5.— — [1153, 607, 1233, 618]
article-straits-renamed — [288, 578, 583, 641]
body-text: Ἡ χρυσῆ λίρα ἐπωλεῖτο 298,50 δρχ. Ἀνάλογοι ἦσαν αἱ τιμαὶ εἰς τὰ ὑπόλοιπα νομίσματα. — [290, 270, 581, 289]
column-5 — [1152, 6, 1562, 2331]
dateline: ΟΥΑΣΙΓΚΤΩΝ, 5. (Ρόϊτερ).— — [1153, 208, 1280, 219]
article-steel-chamber — [288, 447, 583, 515]
dateline: ΤΖΑΚΑΡΤΑ, 5.— — [290, 613, 365, 622]
headline: ΥΠΑΣΤΥΝΟΜΟΣ ΕΤΕΘΗ ΕΙΣ ΔΙΑΘΕΣΙΜΟΤΗΤΑ ΔΙΟΤΙ ΕΠΡΟΠΑΓΑΝΔΙΖΕΝ ΥΠΕΡ ΤΗΣ Ε.Ρ.Ε. ΕΙΣ ΕΝ ΕΚΛΟΓΙΚΟΝ ΤΜΗΜΑ ΤΩΝ ΑΘΗΝΩΝ — [9, 11, 275, 87]
article-body — [290, 220, 581, 239]
body-text: Ἤρχισεν εἰς Ἄγκυραν ἡ σύνοδος τῶν ἐπιτελαρχῶν τοῦ ΣΕΝΤΟ. — [921, 206, 1140, 225]
dateline: ΝΕΟΝ ΔΕΛΧΙ, 5.— — [290, 663, 369, 673]
headline: Ο Κ. ΤΣΟΝΙΣΟΝ ΕΦΘΑΣΕΝ ΕΙΣ ΤΗΝ ΧΑΓΗΝ — [302, 736, 569, 751]
headline: ΔΙΑΓΩΝΙΣΜΟΣ ΠΡΟΣΛΗΨΕΩΣ ΤΑΜΙΑΚΩΝ ΔΙΑΧΕΙΡΙΣΤΩΝ — [34, 885, 250, 917]
headline: Η ΑΓΓΛΙΑ ΧΟΡΗΓΕΙ ΑΥΤΟΚΥΒΕΡΝΗΣΙΝ ΕΙΣ ΤΗΝ ΡΟΔΕΣΙΑΝ — [944, 454, 1117, 494]
column-rule — [588, 6, 589, 2331]
article-improved-bread — [593, 6, 909, 138]
body-text: Φωτεινὴ ἀκτὶς ἀνεκαλύφθη ἐκ τῆς Σελήνης. — [921, 422, 1140, 441]
headline: ΔΟΛΟΦΟΝΙΚΗ ΑΠΟΠΕΙΡΑ ΚΑΤΑ ΤΟΥ ΙΚΕΝΤΑ ΥΠΟ ΤΟΥ ΠΡΟΕΔΡΟΥ ΤΩΝ «ΝΕΩΝ ΠΑΤΡΙΩΤΩΝ» — [1156, 11, 1557, 68]
article-body — [8, 843, 276, 872]
